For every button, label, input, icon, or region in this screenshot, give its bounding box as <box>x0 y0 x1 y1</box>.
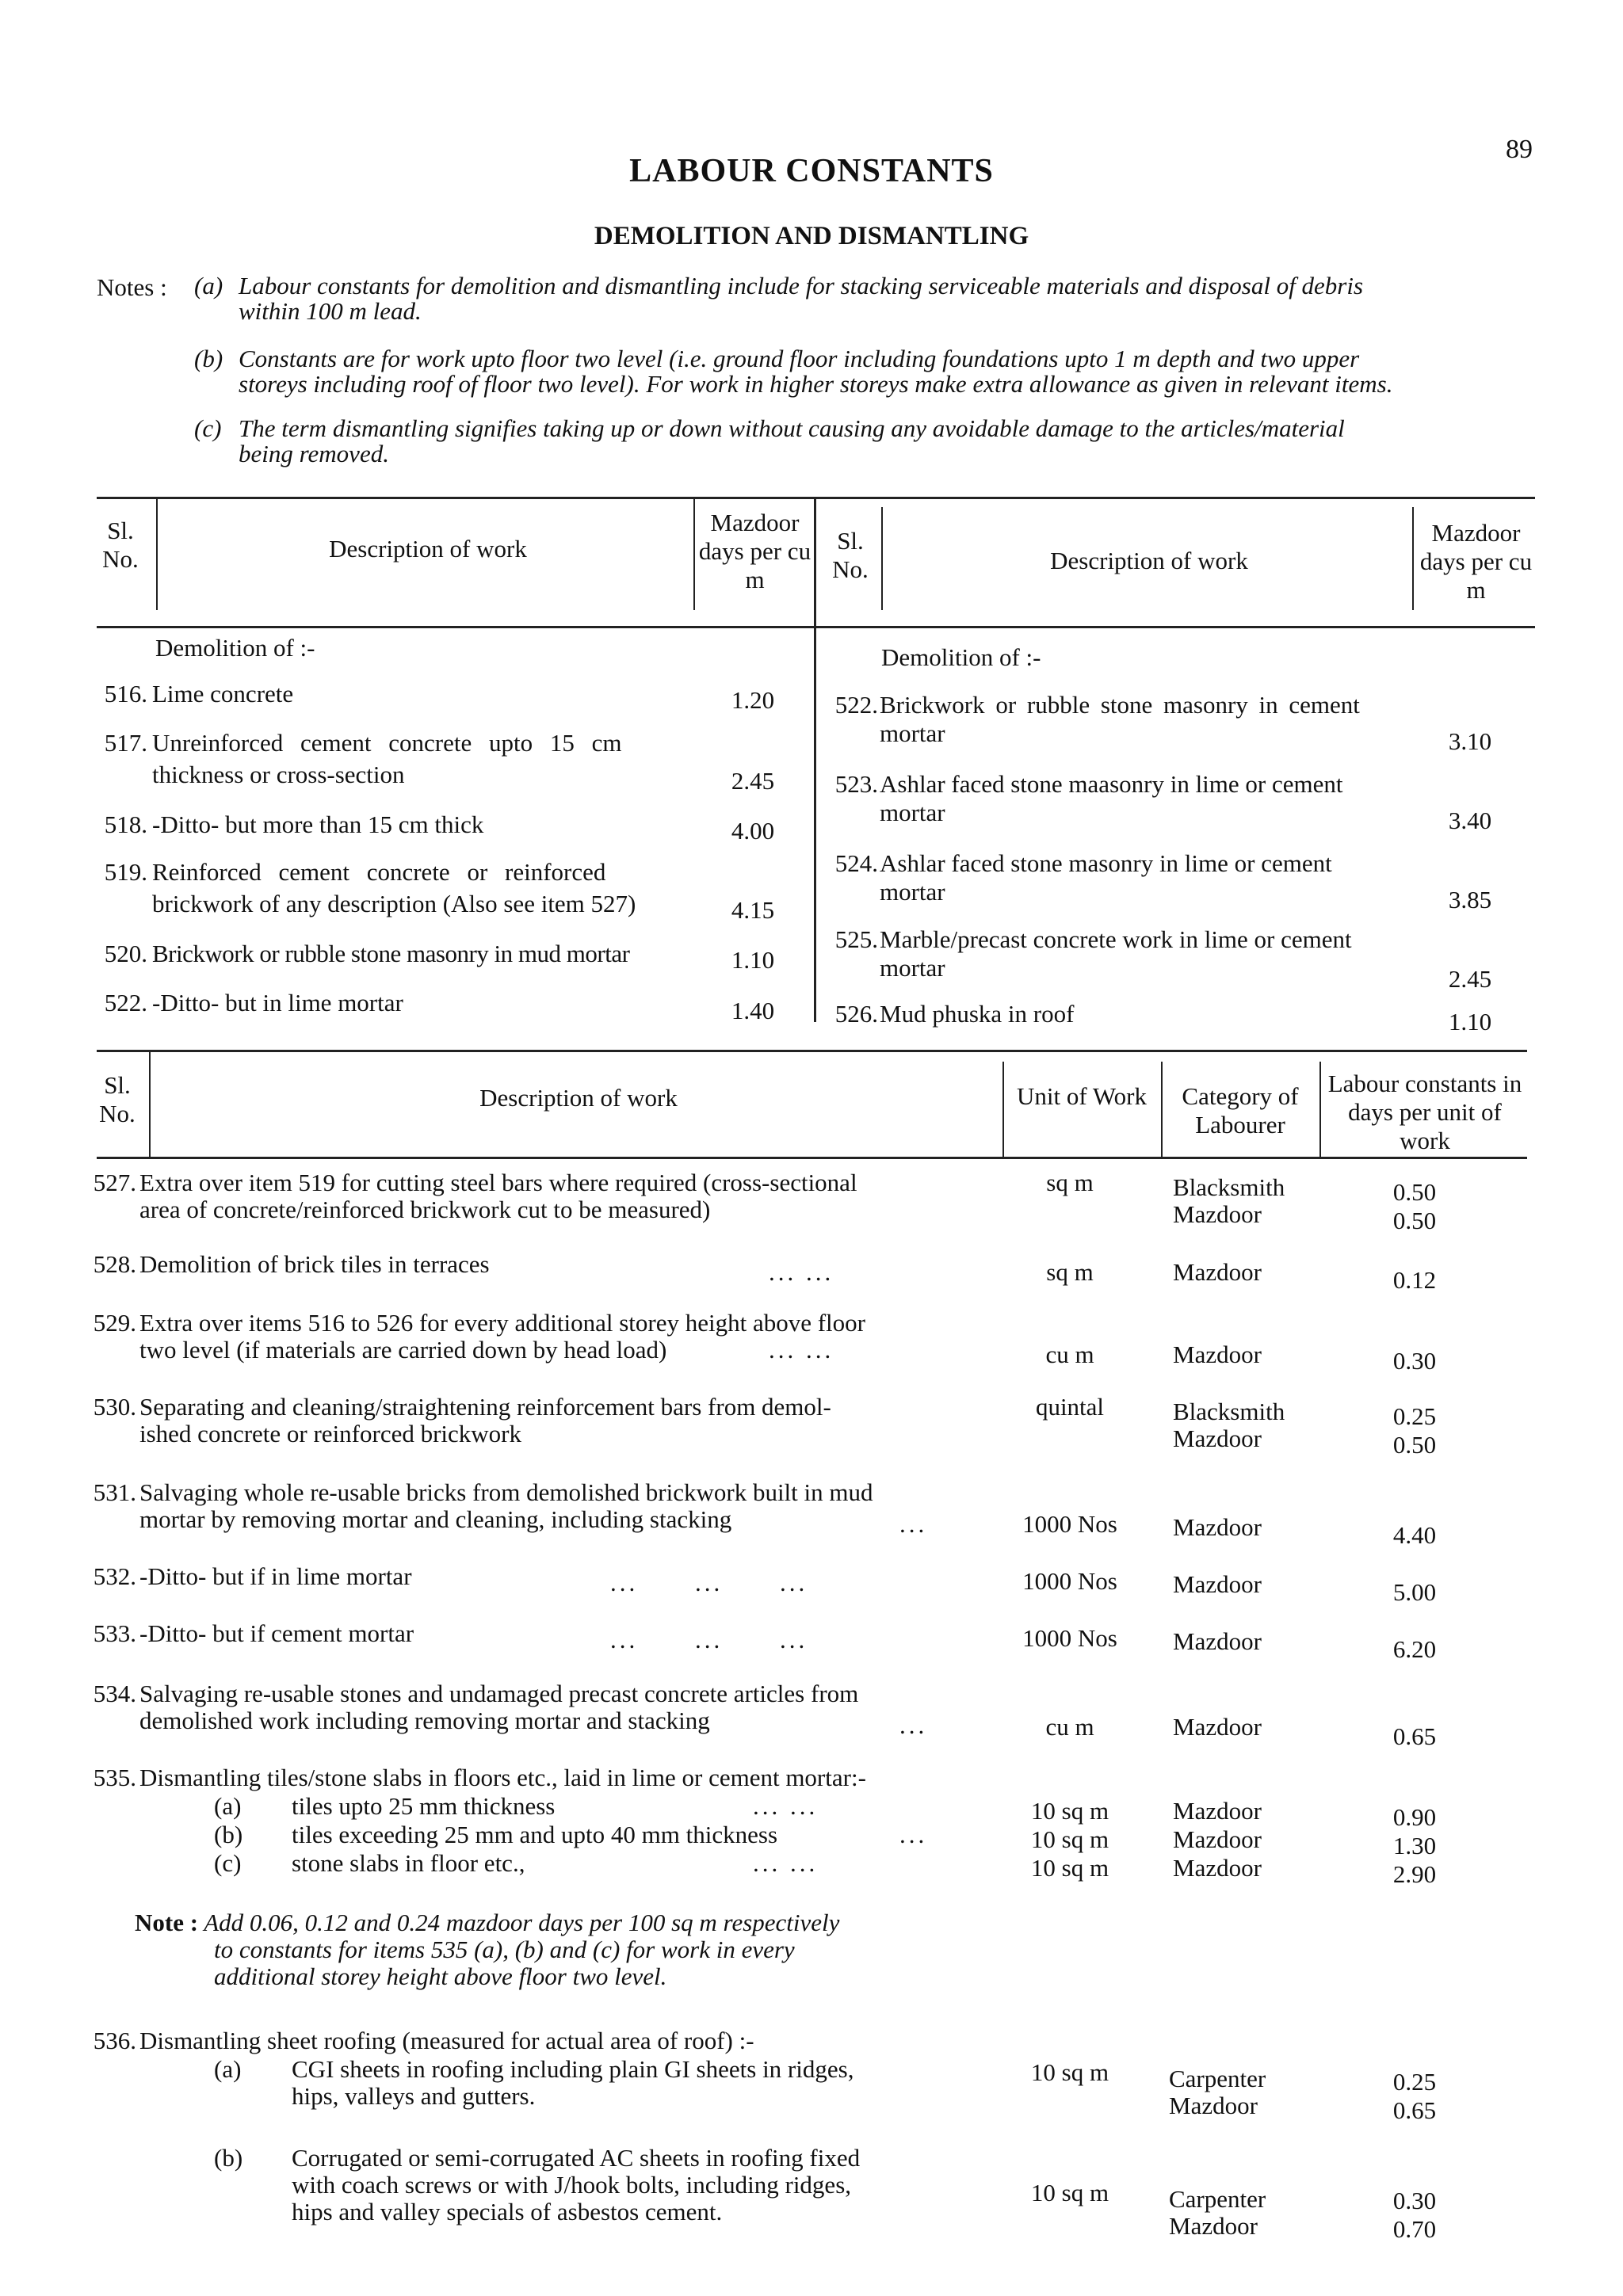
row-description: Salvaging whole re-usable bricks from demolished brickwork built in mud <box>139 1478 873 1506</box>
sub-item-tag: (b) <box>214 1821 243 1848</box>
table-divider <box>1002 1062 1004 1157</box>
note-label: Note : <box>135 1909 199 1936</box>
row-category: Carpenter <box>1169 2065 1266 2092</box>
row-labour-value: 2.90 <box>1392 1860 1437 1888</box>
row-sl: 517. <box>104 729 147 757</box>
row-value: 4.15 <box>731 896 775 924</box>
leader-dots: ... ... <box>769 1258 834 1286</box>
row-category: Blacksmith <box>1173 1398 1285 1425</box>
row-labour-value: 0.50 <box>1392 1178 1437 1206</box>
row-unit: sq m <box>1046 1169 1094 1196</box>
note-tag: (a) <box>194 272 223 299</box>
row-description: Demolition of brick tiles in terraces <box>139 1250 490 1278</box>
row-sl: 536. <box>93 2027 136 2054</box>
section-heading: Demolition of :- <box>155 634 315 662</box>
row-description: Reinforced cement concrete or reinforced <box>152 858 606 886</box>
leader-dots: ... ... <box>753 1849 819 1877</box>
row-labour-value: 0.25 <box>1392 2068 1437 2096</box>
row-description: -Ditto- but more than 15 cm thick <box>152 810 484 838</box>
row-labour-value: 5.00 <box>1392 1578 1437 1606</box>
row-description: mortar <box>880 799 945 826</box>
row-labour-value: 0.50 <box>1392 1431 1437 1459</box>
row-value: 1.10 <box>1448 1008 1492 1035</box>
note-a <box>194 273 1549 324</box>
row-unit: 10 sq m <box>1030 2058 1109 2086</box>
table-divider <box>156 499 158 610</box>
row-sl: 518. <box>104 810 147 838</box>
row-unit: cu m <box>1045 1713 1094 1741</box>
header-unit-of-work: Unit of Work <box>1017 1082 1147 1110</box>
note-line: Labour constants for demolition and dismantling include for stacking serviceable materials and disposal of debris <box>239 272 1364 299</box>
header-category: Category of Labourer <box>1182 1082 1299 1138</box>
section-heading: Demolition of :- <box>881 643 1041 671</box>
row-description: -Ditto- but if cement mortar <box>139 1619 414 1647</box>
row-description: ished concrete or reinforced brickwork <box>139 1420 521 1447</box>
row-description: Brickwork or rubble stone masonry in cement <box>880 691 1360 719</box>
sub-item-tag: (b) <box>214 2144 243 2172</box>
table-rule <box>97 1157 1527 1159</box>
sub-item-text: with coach screws or with J/hook bolts, including ridges, <box>292 2171 852 2199</box>
note-line: to constants for items 535 (a), (b) and (c) for work in every <box>214 1936 795 1963</box>
row-description: mortar <box>880 719 945 747</box>
sub-item-text: hips and valley specials of asbestos cement. <box>292 2198 723 2225</box>
table-divider <box>881 507 883 610</box>
row-description: -Ditto- but in lime mortar <box>152 989 403 1016</box>
row-sl: 532. <box>93 1562 136 1590</box>
sub-item-tag: (a) <box>214 1792 242 1820</box>
row-description: Lime concrete <box>152 680 294 707</box>
row-sl: 529. <box>93 1309 136 1337</box>
row-category: Mazdoor <box>1169 2092 1258 2119</box>
sub-item-text: tiles exceeding 25 mm and upto 40 mm thickness <box>292 1821 778 1848</box>
note-line: within 100 m lead. <box>239 297 422 325</box>
row-category: Mazdoor <box>1173 1854 1262 1882</box>
row-unit: 10 sq m <box>1030 1825 1109 1853</box>
leader-dots: ... <box>899 1510 928 1538</box>
row-unit: 1000 Nos <box>1022 1510 1117 1538</box>
row-category: Mazdoor <box>1173 1627 1262 1655</box>
row-unit: 1000 Nos <box>1022 1624 1117 1652</box>
row-labour-value: 1.30 <box>1392 1832 1437 1859</box>
row-sl: 523. <box>834 770 878 798</box>
row-sl: 531. <box>93 1478 136 1506</box>
row-labour-value: 0.30 <box>1392 2187 1437 2214</box>
row-description: Extra over item 519 for cutting steel bars where required (cross-sectional <box>139 1169 857 1196</box>
header-labour-constants: Labour constants in days per unit of work <box>1327 1070 1522 1154</box>
row-sl: 519. <box>104 858 147 886</box>
row-value: 2.45 <box>731 767 775 795</box>
row-description: Extra over items 516 to 526 for every additional storey height above floor <box>139 1309 865 1337</box>
row-labour-value: 0.12 <box>1392 1266 1437 1294</box>
header-sl-no: Sl. No. <box>832 527 869 583</box>
row-description: Ashlar faced stone maasonry in lime or cement <box>880 770 1343 798</box>
header-description: Description of work <box>1050 547 1248 574</box>
row-description: mortar <box>880 954 945 982</box>
row-category: Mazdoor <box>1173 1570 1262 1598</box>
table-divider <box>149 1052 151 1157</box>
row-sl: 535. <box>93 1764 136 1791</box>
row-sl: 522. <box>834 691 878 719</box>
leader-dots: ... ... ... <box>610 1626 808 1653</box>
row-category: Blacksmith <box>1173 1173 1285 1201</box>
row-description: Unreinforced cement concrete upto 15 cm <box>152 729 622 757</box>
row-labour-value: 0.25 <box>1392 1402 1437 1430</box>
row-value: 1.20 <box>731 686 775 714</box>
row-labour-value: 0.65 <box>1392 2096 1437 2124</box>
row-description: Dismantling sheet roofing (measured for actual area of roof) :- <box>139 2027 754 2054</box>
row-unit: 10 sq m <box>1030 2179 1109 2206</box>
row-sl: 525. <box>834 925 878 953</box>
leader-dots: ... <box>899 1821 928 1848</box>
leader-dots: ... ... <box>753 1792 819 1820</box>
row-category: Mazdoor <box>1173 1513 1262 1541</box>
page-title: LABOUR CONSTANTS <box>629 153 994 189</box>
row-labour-value: 0.90 <box>1392 1803 1437 1831</box>
row-category: Mazdoor <box>1173 1797 1262 1825</box>
row-value: 3.40 <box>1448 807 1492 834</box>
page-number: 89 <box>1506 135 1533 164</box>
row-description: Salvaging re-usable stones and undamaged precast concrete articles from <box>139 1680 859 1707</box>
row-category: Mazdoor <box>1173 1258 1262 1286</box>
note-b <box>194 346 1549 397</box>
row-description: Brickwork or rubble stone masonry in mud mortar <box>152 940 630 967</box>
row-value: 3.10 <box>1448 727 1492 755</box>
row-description: brickwork of any description (Also see item 527) <box>152 890 636 917</box>
row-description: thickness or cross-section <box>152 761 405 788</box>
leader-dots: ... <box>899 1711 928 1739</box>
row-labour-value: 0.65 <box>1392 1722 1437 1750</box>
row-labour-value: 0.50 <box>1392 1207 1437 1234</box>
row-category: Mazdoor <box>1169 2212 1258 2240</box>
row-value: 1.10 <box>731 946 775 974</box>
row-value: 1.40 <box>731 997 775 1024</box>
note-tag: (b) <box>194 345 223 372</box>
table-divider <box>1412 507 1414 610</box>
row-description: mortar by removing mortar and cleaning, including stacking <box>139 1505 732 1533</box>
row-value: 2.45 <box>1448 965 1492 993</box>
row-sl: 534. <box>93 1680 136 1707</box>
note-c <box>194 416 1549 467</box>
sub-item-tag: (c) <box>214 1849 242 1877</box>
row-unit: 1000 Nos <box>1022 1567 1117 1595</box>
row-description: Separating and cleaning/straightening reinforcement bars from demol- <box>139 1393 831 1421</box>
row-description: Ashlar faced stone masonry in lime or cement <box>880 849 1332 877</box>
table-divider <box>693 499 695 610</box>
row-description: demolished work including removing mortar and stacking <box>139 1707 710 1734</box>
notes-label: Notes : <box>97 273 167 301</box>
row-sl: 533. <box>93 1619 136 1647</box>
row-category: Mazdoor <box>1173 1425 1262 1452</box>
row-value: 4.00 <box>731 817 775 845</box>
header-mazdoor-days: Mazdoor days per cu m <box>1419 519 1533 604</box>
table-rule <box>97 1050 1527 1052</box>
row-value: 3.85 <box>1448 886 1492 913</box>
page-subtitle: DEMOLITION AND DISMANTLING <box>594 222 1029 250</box>
row-unit: 10 sq m <box>1030 1797 1109 1825</box>
header-sl-no: Sl. No. <box>102 517 139 573</box>
row-category: Mazdoor <box>1173 1341 1262 1368</box>
sub-item-text: Corrugated or semi-corrugated AC sheets in roofing fixed <box>292 2144 861 2172</box>
table-divider <box>1319 1062 1321 1157</box>
row-unit: quintal <box>1035 1393 1105 1421</box>
row-description: area of concrete/reinforced brickwork cut to be measured) <box>139 1196 711 1223</box>
sub-item-text: hips, valleys and gutters. <box>292 2082 536 2110</box>
row-sl: 526. <box>834 1000 878 1028</box>
note-535 <box>135 1909 959 1990</box>
row-description: Marble/precast concrete work in lime or cement <box>880 925 1352 953</box>
header-description: Description of work <box>479 1084 678 1112</box>
row-sl: 528. <box>93 1250 136 1278</box>
note-line: Add 0.06, 0.12 and 0.24 mazdoor days per 100 sq m respectively <box>204 1909 840 1936</box>
row-unit: 10 sq m <box>1030 1854 1109 1882</box>
header-mazdoor-days: Mazdoor days per cu m <box>698 509 812 593</box>
row-category: Mazdoor <box>1173 1825 1262 1853</box>
row-labour-value: 0.30 <box>1392 1347 1437 1375</box>
note-line: storeys including roof of floor two level). For work in higher storeys make extra allowance as given in relevant items. <box>239 370 1393 398</box>
row-labour-value: 6.20 <box>1392 1635 1437 1663</box>
sub-item-text: tiles upto 25 mm thickness <box>292 1792 556 1820</box>
row-description: mortar <box>880 878 945 906</box>
sub-item-tag: (a) <box>214 2055 242 2083</box>
note-line: additional storey height above floor two level. <box>214 1962 667 1990</box>
row-description: Mud phuska in roof <box>880 1000 1075 1028</box>
sub-item-text: CGI sheets in roofing including plain GI sheets in ridges, <box>292 2055 854 2083</box>
row-sl: 516. <box>104 680 147 707</box>
leader-dots: ... ... ... <box>610 1569 808 1596</box>
row-labour-value: 0.70 <box>1392 2215 1437 2243</box>
row-category: Mazdoor <box>1173 1200 1262 1228</box>
row-description: two level (if materials are carried down by head load) <box>139 1336 667 1363</box>
row-category: Mazdoor <box>1173 1713 1262 1741</box>
table-divider <box>1161 1062 1163 1157</box>
note-line: Constants are for work upto floor two level (i.e. ground floor including foundations upto 1 m depth and two upper <box>239 345 1360 372</box>
row-description: Dismantling tiles/stone slabs in floors etc., laid in lime or cement mortar:- <box>139 1764 866 1791</box>
row-description: -Ditto- but if in lime mortar <box>139 1562 412 1590</box>
row-unit: sq m <box>1046 1258 1094 1286</box>
header-description: Description of work <box>329 535 527 563</box>
row-sl: 522. <box>104 989 147 1016</box>
row-sl: 524. <box>834 849 878 877</box>
note-tag: (c) <box>194 414 222 442</box>
header-sl-no: Sl. No. <box>99 1071 136 1127</box>
row-sl: 530. <box>93 1393 136 1421</box>
leader-dots: ... ... <box>769 1336 834 1363</box>
note-line: The term dismantling signifies taking up or down without causing any avoidable damage to the articles/material <box>239 414 1345 442</box>
row-labour-value: 4.40 <box>1392 1521 1437 1549</box>
row-sl: 527. <box>93 1169 136 1196</box>
note-line: being removed. <box>239 440 389 467</box>
sub-item-text: stone slabs in floor etc., <box>292 1849 525 1877</box>
row-sl: 520. <box>104 940 147 967</box>
row-category: Carpenter <box>1169 2185 1266 2213</box>
row-unit: cu m <box>1045 1341 1094 1368</box>
